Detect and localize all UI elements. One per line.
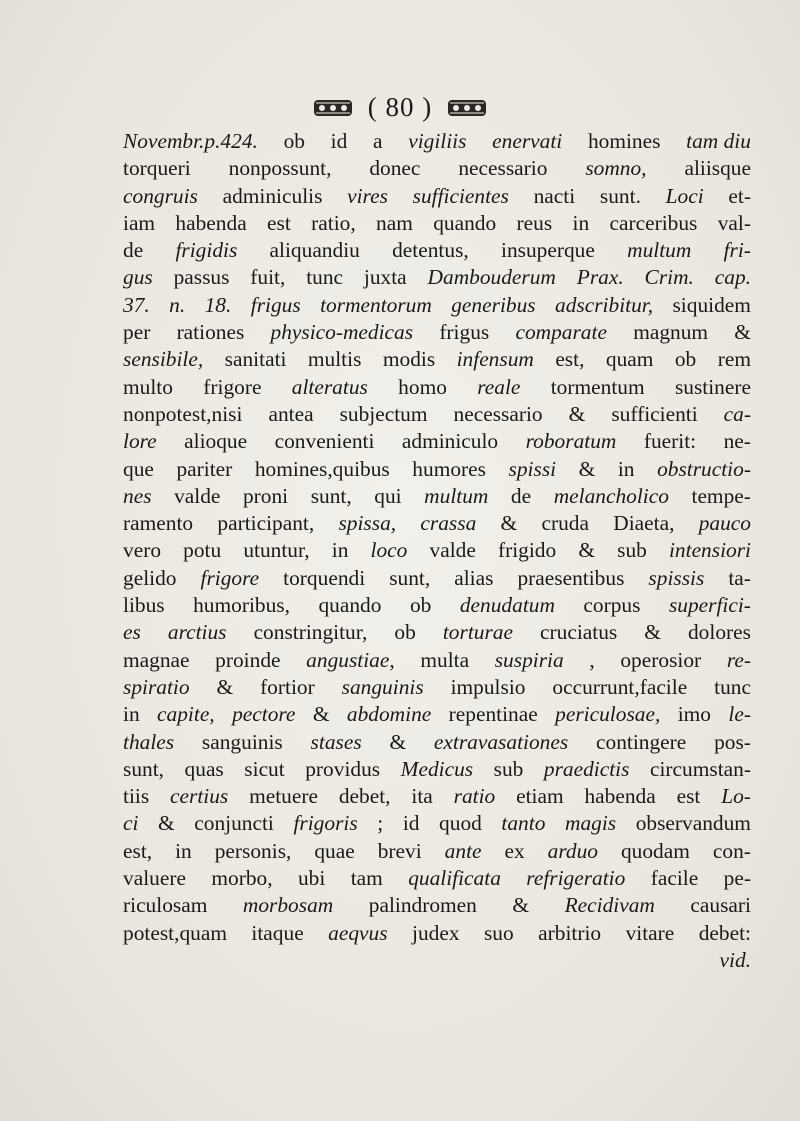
- word: operosior: [620, 647, 702, 672]
- text-line: [123, 810, 751, 837]
- word: alioque: [184, 429, 248, 454]
- word: debet,: [338, 784, 391, 809]
- word: in: [123, 702, 140, 727]
- word: tunc: [306, 265, 344, 290]
- word: quae: [314, 838, 355, 863]
- word: constringitur,: [253, 620, 368, 645]
- word: magis: [565, 811, 617, 836]
- word: etiam: [516, 784, 564, 809]
- word: torqueri: [123, 156, 191, 181]
- word: Loci: [665, 183, 704, 208]
- text-line: [123, 237, 751, 264]
- word: tempe-: [691, 483, 751, 508]
- word: brevi: [377, 838, 422, 863]
- word: &: [578, 538, 595, 563]
- word: certius: [170, 784, 229, 809]
- word: alteratus: [291, 374, 368, 399]
- word: in: [617, 456, 635, 481]
- word: praedictis: [543, 756, 630, 781]
- word: periculosae,: [555, 702, 661, 727]
- word: tam diu: [686, 129, 751, 153]
- word: vero: [123, 538, 162, 563]
- word: contingere: [596, 729, 687, 754]
- word: roboratum: [525, 429, 617, 454]
- ornament-right-icon: [446, 96, 488, 120]
- word: fuerit:: [643, 429, 697, 454]
- word: gus: [123, 265, 153, 290]
- word: in: [572, 210, 590, 235]
- word: riculosam: [123, 893, 208, 918]
- word: valde: [429, 538, 476, 563]
- word: fortior: [260, 674, 315, 699]
- word: thales: [123, 729, 175, 754]
- word: rationes: [176, 320, 245, 345]
- word: nam: [376, 210, 413, 235]
- word: participant,: [217, 511, 315, 536]
- word: causari: [690, 893, 751, 918]
- text-line: [123, 210, 751, 237]
- word: pos-: [714, 729, 751, 754]
- word: sanitati: [224, 347, 287, 372]
- word: tiis: [123, 784, 150, 809]
- word: adminiculo: [401, 429, 499, 454]
- word: judex: [412, 920, 460, 945]
- word: valuere: [123, 866, 186, 891]
- word: physico-medicas: [270, 320, 414, 345]
- word: sufficientes: [412, 183, 509, 208]
- word: multum: [424, 483, 489, 508]
- text-line: [123, 292, 751, 319]
- word: ita: [411, 784, 433, 809]
- word: tam: [350, 866, 383, 891]
- word: val-: [717, 210, 751, 235]
- text-line: [123, 592, 751, 619]
- text-line: [123, 537, 751, 564]
- word: torquendi: [283, 565, 366, 590]
- word: arctius: [167, 620, 227, 645]
- word: impulsio: [450, 674, 526, 699]
- text-line: [123, 155, 751, 182]
- word: frigidis: [175, 238, 238, 263]
- word: comparate: [515, 320, 607, 345]
- word: &: [500, 511, 518, 536]
- page-number: ( 80 ): [367, 92, 433, 122]
- word: humores: [412, 456, 486, 481]
- text-line: [123, 865, 751, 892]
- word: humoribus,: [193, 593, 290, 618]
- word: reus: [516, 210, 553, 235]
- word: cruda: [541, 511, 589, 536]
- word: stases: [310, 729, 362, 754]
- word: 18.: [204, 292, 232, 317]
- word: quam: [605, 347, 654, 372]
- word: circumstan-: [649, 756, 751, 781]
- word: ob: [394, 620, 416, 645]
- word: carceribus: [609, 210, 698, 235]
- word: observandum: [635, 811, 751, 836]
- word: juxta: [363, 265, 407, 290]
- word: aliquandiu: [269, 238, 360, 263]
- word: aeqvus: [328, 920, 388, 945]
- word: vitare: [625, 920, 675, 945]
- word: sicut: [244, 756, 285, 781]
- word: repentinae: [448, 702, 538, 727]
- word: congruis: [123, 183, 198, 208]
- word: n.: [169, 292, 186, 317]
- word: nes: [123, 483, 152, 508]
- word: Recidivam: [564, 893, 655, 918]
- word: morbo,: [211, 866, 273, 891]
- word: melancholico: [553, 483, 669, 508]
- text-line: [123, 947, 751, 974]
- word: torturae: [442, 620, 513, 645]
- word: facile: [650, 866, 699, 891]
- word: magnum: [633, 320, 709, 345]
- word: infensum: [456, 347, 534, 372]
- word: suspiria: [494, 647, 564, 672]
- word: modis: [382, 347, 436, 372]
- word: Novembr.p.424.: [123, 129, 258, 153]
- word: passus: [173, 265, 230, 290]
- word: de: [123, 238, 144, 263]
- word: sunt,: [123, 756, 165, 781]
- word: ob: [283, 129, 305, 153]
- word: per: [123, 320, 151, 345]
- word: somno,: [585, 156, 647, 181]
- word: ob: [409, 593, 432, 618]
- word: qui: [374, 483, 402, 508]
- text-line: [123, 647, 751, 674]
- text-line: [123, 701, 751, 728]
- word: abdomine: [346, 702, 432, 727]
- text-line: [123, 920, 751, 947]
- word: fuit,: [250, 265, 286, 290]
- word: est,: [123, 838, 153, 863]
- word: itaque: [251, 920, 304, 945]
- word: valde: [174, 483, 221, 508]
- word: extravasationes: [433, 729, 569, 754]
- text-line: [123, 619, 751, 646]
- word: le-: [728, 702, 751, 727]
- word: capite,: [157, 702, 215, 727]
- word: sunt,: [389, 565, 431, 590]
- word: morbosam: [242, 893, 334, 918]
- word: ca-: [723, 401, 751, 426]
- text-line: [123, 783, 751, 810]
- word: vid.: [719, 947, 751, 972]
- word: providus: [305, 756, 381, 781]
- word: magnae: [123, 647, 190, 672]
- word: proni: [242, 483, 289, 508]
- word: sub: [493, 756, 524, 781]
- text-line: [123, 892, 751, 919]
- word: sunt.: [599, 183, 641, 208]
- word: adminiculis: [222, 183, 323, 208]
- word: quas: [184, 756, 224, 781]
- word: cap.: [714, 265, 751, 290]
- word: lore: [123, 429, 157, 454]
- word: habenda: [175, 210, 247, 235]
- word: debet:: [698, 920, 751, 945]
- word: cruciatus: [540, 620, 618, 645]
- word: &: [312, 702, 330, 727]
- word: aliisque: [684, 156, 751, 181]
- text-line: [123, 428, 751, 455]
- word: est: [676, 784, 701, 809]
- word: quod: [439, 811, 482, 836]
- word: pectore: [232, 702, 296, 727]
- text-line: [123, 319, 751, 346]
- word: arduo: [547, 838, 598, 863]
- word: subjectum: [339, 401, 428, 426]
- word: frigore: [200, 565, 260, 590]
- word: rem: [717, 347, 751, 372]
- word: sensibile,: [123, 347, 204, 372]
- word: con-: [712, 838, 751, 863]
- word: habenda: [584, 784, 656, 809]
- word: vigiliis: [408, 129, 467, 153]
- word: suo: [483, 920, 514, 945]
- word: angustiae,: [306, 647, 395, 672]
- page-header: [0, 92, 800, 123]
- word: refrigeratio: [526, 866, 626, 891]
- word: &: [644, 620, 661, 645]
- word: Lo-: [721, 784, 751, 809]
- word: imo: [677, 702, 711, 727]
- word: frigido: [497, 538, 557, 563]
- word: generibus: [451, 292, 536, 317]
- word: donec: [369, 156, 421, 181]
- word: in: [331, 538, 349, 563]
- word: Dambouderum: [427, 265, 556, 290]
- word: vires: [347, 183, 388, 208]
- ornament-left-icon: [312, 96, 354, 120]
- word: re-: [726, 647, 751, 672]
- word: utuntur,: [243, 538, 310, 563]
- word: frigore: [203, 374, 262, 399]
- text-line: [123, 838, 751, 865]
- word: proinde: [215, 647, 281, 672]
- body-text: [123, 128, 751, 974]
- word: crassa: [420, 511, 477, 536]
- word: iam: [123, 210, 156, 235]
- word: est: [267, 210, 291, 235]
- text-line: [123, 674, 751, 701]
- word: ob: [674, 347, 697, 372]
- word: pariter: [176, 456, 233, 481]
- word: a: [373, 129, 383, 153]
- word: frigus: [250, 292, 301, 317]
- text-line: [123, 374, 751, 401]
- word: tormentorum: [320, 292, 432, 317]
- word: necessario: [453, 401, 543, 426]
- word: ta-: [728, 565, 751, 590]
- word: ,: [589, 647, 595, 672]
- word: ratio: [453, 784, 496, 809]
- word: est,: [555, 347, 585, 372]
- word: convenienti: [274, 429, 375, 454]
- word: spissis: [648, 565, 705, 590]
- word: multis: [307, 347, 362, 372]
- word: que: [123, 456, 154, 481]
- word: conjuncti: [194, 811, 274, 836]
- word: ci: [123, 811, 139, 836]
- word: libus: [123, 593, 165, 618]
- word: ;: [377, 811, 384, 836]
- word: detentus,: [392, 238, 469, 263]
- word: insuperque: [501, 238, 595, 263]
- word: in: [175, 838, 192, 863]
- word: id: [330, 129, 348, 153]
- text-line: [123, 183, 751, 210]
- word: 37.: [123, 292, 150, 317]
- word: nonpossunt,: [228, 156, 332, 181]
- word: et-: [728, 183, 751, 208]
- word: Medicus: [400, 756, 474, 781]
- text-line: [123, 756, 751, 783]
- word: Prax.: [576, 265, 624, 290]
- text-line: [123, 346, 751, 373]
- word: corpus: [583, 593, 641, 618]
- word: potest,quam: [123, 920, 227, 945]
- word: multo: [123, 374, 173, 399]
- word: quodam: [620, 838, 690, 863]
- word: gelido: [123, 565, 177, 590]
- word: tunc: [714, 674, 751, 699]
- word: adscribitur,: [555, 292, 654, 317]
- word: &: [216, 674, 234, 699]
- word: qualificata: [408, 866, 501, 891]
- word: palindromen: [368, 893, 477, 918]
- word: ubi: [297, 866, 326, 891]
- text-line: [123, 483, 751, 510]
- word: metuere: [249, 784, 318, 809]
- word: sub: [617, 538, 647, 563]
- text-line: [123, 401, 751, 428]
- word: denudatum: [459, 593, 555, 618]
- word: arbitrio: [538, 920, 602, 945]
- text-line: [123, 510, 751, 537]
- word: obstructio-: [657, 456, 751, 481]
- word: fri-: [723, 238, 751, 263]
- word: occurrunt,facile: [552, 674, 688, 699]
- word: superfici-: [668, 593, 751, 618]
- word: intensiori: [668, 538, 751, 563]
- word: ex: [504, 838, 525, 863]
- word: enervati: [492, 129, 563, 153]
- word: tormentum: [550, 374, 645, 399]
- text-line: [123, 565, 751, 592]
- word: alias: [454, 565, 494, 590]
- word: pauco: [698, 511, 751, 536]
- word: necessario: [458, 156, 548, 181]
- word: ne-: [723, 429, 751, 454]
- word: ante: [444, 838, 482, 863]
- word: homines: [587, 129, 661, 153]
- word: nacti: [533, 183, 576, 208]
- text-line: [123, 264, 751, 291]
- word: &: [158, 811, 175, 836]
- word: frigoris: [293, 811, 358, 836]
- word: tanto: [501, 811, 546, 836]
- word: quando: [318, 593, 382, 618]
- word: loco: [370, 538, 408, 563]
- word: multa: [420, 647, 470, 672]
- word: &: [389, 729, 407, 754]
- word: Diaeta,: [613, 511, 675, 536]
- word: antea: [268, 401, 314, 426]
- word: sustinere: [674, 374, 751, 399]
- word: &: [568, 401, 586, 426]
- word: potu: [183, 538, 222, 563]
- word: dolores: [687, 620, 751, 645]
- word: id: [402, 811, 420, 836]
- word: sunt,: [310, 483, 352, 508]
- text-line: [123, 729, 751, 756]
- word: pe-: [723, 866, 751, 891]
- word: nonpotest,nisi: [123, 401, 243, 426]
- word: ramento: [123, 511, 194, 536]
- word: ratio,: [311, 210, 356, 235]
- word: es: [123, 620, 141, 645]
- word: Crim.: [644, 265, 694, 290]
- word: spissa,: [338, 511, 397, 536]
- word: &: [512, 893, 530, 918]
- word: &: [734, 320, 751, 345]
- word: homines,quibus: [254, 456, 390, 481]
- word: homo: [398, 374, 447, 399]
- word: quando: [433, 210, 497, 235]
- word: personis,: [214, 838, 292, 863]
- word: siquidem: [672, 292, 751, 317]
- word: multum: [627, 238, 692, 263]
- word: de: [510, 483, 532, 508]
- text-line: [123, 456, 751, 483]
- word: spissi: [508, 456, 557, 481]
- word: spiratio: [123, 674, 190, 699]
- word: sanguinis: [201, 729, 283, 754]
- text-line: [123, 128, 751, 155]
- word: reale: [477, 374, 521, 399]
- word: sanguinis: [341, 674, 424, 699]
- word: sufficienti: [611, 401, 698, 426]
- word: praesentibus: [517, 565, 625, 590]
- word: frigus: [439, 320, 490, 345]
- word: &: [578, 456, 596, 481]
